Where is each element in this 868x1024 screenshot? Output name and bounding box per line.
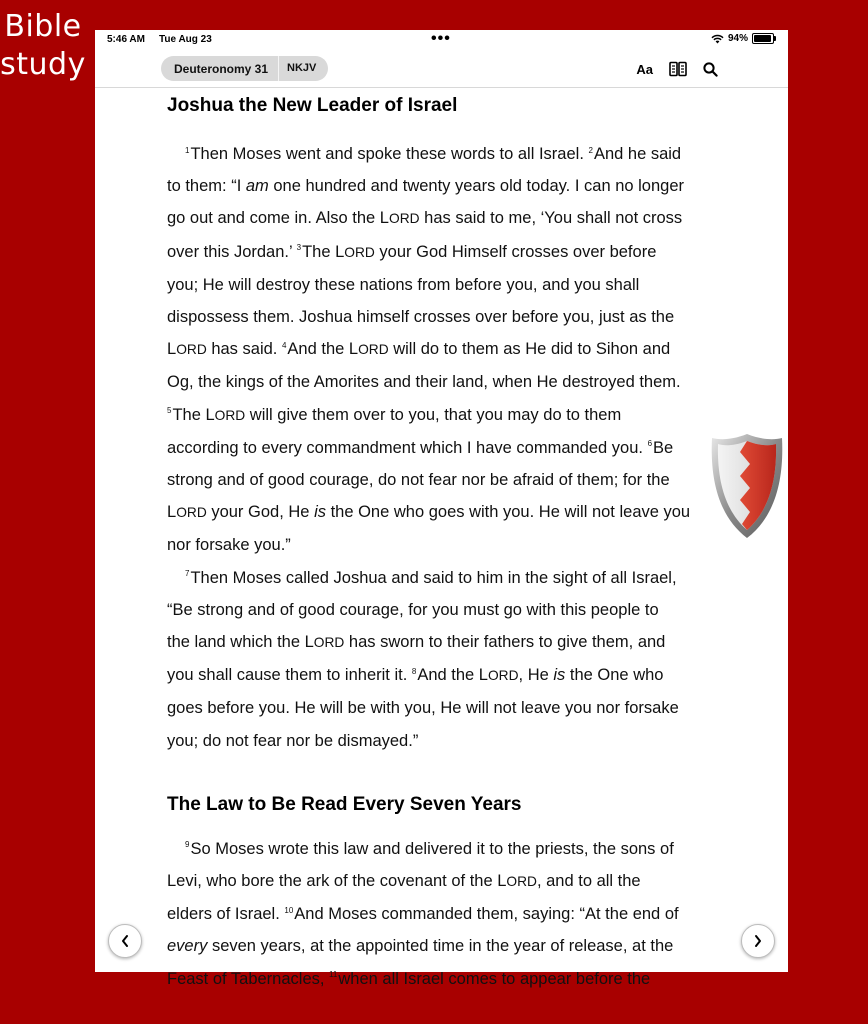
- logo-line-1: Bible: [4, 9, 82, 44]
- reader-toolbar: [95, 52, 788, 88]
- status-date: Tue Aug 23: [159, 34, 212, 45]
- verse-line: $^5$The LORD will give them over to you, that you may do to them: [167, 405, 622, 424]
- battery-percent: 94%: [727, 33, 748, 44]
- section-heading: Joshua the New Leader of Israel: [167, 95, 458, 116]
- verse-line: to them: “I am one hundred and twenty years old today. I can no longer: [167, 177, 685, 196]
- chevron-left-icon: [120, 934, 130, 948]
- verse-line: elders of Israel. $^{10}$And Moses commanded them, saying: “At the end of: [167, 905, 679, 924]
- passage-selector[interactable]: [161, 56, 328, 81]
- verse-line: every seven years, at the appointed time in the year of release, at the: [167, 937, 674, 956]
- book-chapter-button[interactable]: Deuteronomy 31: [161, 56, 279, 81]
- verse-line: $^1$Then Moses went and spoke these words to all Israel. $^2$And he said: [185, 145, 682, 163]
- verse-paragraph[interactable]: [167, 138, 727, 562]
- verse-line: dispossess them. Joshua himself crosses over before you, just as the: [167, 308, 675, 327]
- version-button[interactable]: NKJV: [287, 62, 317, 74]
- verse-line: “Be strong and of good courage, for you must go with this people to: [167, 600, 659, 619]
- verse-line: nor forsake you.”: [167, 536, 291, 555]
- previous-chapter-button[interactable]: [108, 924, 142, 958]
- verse-line: goes before you. He will be with you, He will not leave you nor forsake: [167, 699, 679, 718]
- verse-line: go out and come in. Also the LORD has said to me, ‘You shall not cross: [167, 209, 683, 228]
- parallel-bible-icon[interactable]: [669, 61, 687, 77]
- verse-line: $^9$So Moses wrote this law and delivered it to the priests, the sons of: [185, 839, 674, 858]
- logo-line-2: study: [0, 47, 86, 82]
- verse-paragraph[interactable]: [167, 833, 727, 995]
- verse-line: according to every commandment which I have commanded you. $^6$Be: [167, 438, 674, 457]
- verse-line: you; He will destroy these nations from before you, and you shall: [167, 275, 640, 294]
- verse-line: you; do not fear nor be dismayed.”: [167, 731, 419, 750]
- verse-line: Og, the kings of the Amorites and their land, when He destroyed them.: [167, 373, 681, 392]
- shield-icon: [710, 432, 784, 540]
- wifi-icon: [711, 34, 724, 44]
- status-bar: [95, 30, 788, 52]
- verse-line: Feast of Tabernacles, $^{11}$when all Israel comes to appear before the: [167, 969, 651, 988]
- chevron-right-icon: [753, 934, 763, 948]
- scripture-text: [167, 90, 727, 995]
- status-time: 5:46 AM: [107, 34, 145, 45]
- bible-study-logo: [0, 8, 86, 84]
- verse-line: over this Jordan.’ $^3$The LORD your God Himself crosses over before: [167, 242, 657, 261]
- next-chapter-button[interactable]: [741, 924, 775, 958]
- search-icon[interactable]: [703, 62, 718, 77]
- verse-line: the land which the LORD has sworn to their fathers to give them, and: [167, 633, 666, 652]
- status-right: [711, 33, 774, 44]
- verse-line: LORD has said. $^4$And the LORD will do to them as He did to Sihon and: [167, 340, 671, 359]
- verse-line: $^7$Then Moses called Joshua and said to him in the sight of all Israel,: [185, 568, 677, 587]
- font-settings-icon[interactable]: Aa: [636, 61, 653, 77]
- multitasking-dots-icon[interactable]: •••: [431, 30, 451, 47]
- verse-line: you shall cause them to inherit it. $^8$And the LORD, He is the One who: [167, 666, 664, 685]
- verse-line: LORD your God, He is the One who goes with you. He will not leave you: [167, 503, 691, 522]
- verse-line: strong and of good courage, do not fear nor be afraid of them; for the: [167, 471, 670, 490]
- verse-line: Levi, who bore the ark of the covenant of the LORD, and to all the: [167, 872, 641, 891]
- section-heading: The Law to Be Read Every Seven Years: [167, 793, 522, 815]
- battery-icon: [752, 33, 774, 44]
- toolbar-actions: [636, 61, 718, 77]
- ipad-screen: [95, 30, 788, 988]
- verse-paragraph[interactable]: [167, 562, 727, 757]
